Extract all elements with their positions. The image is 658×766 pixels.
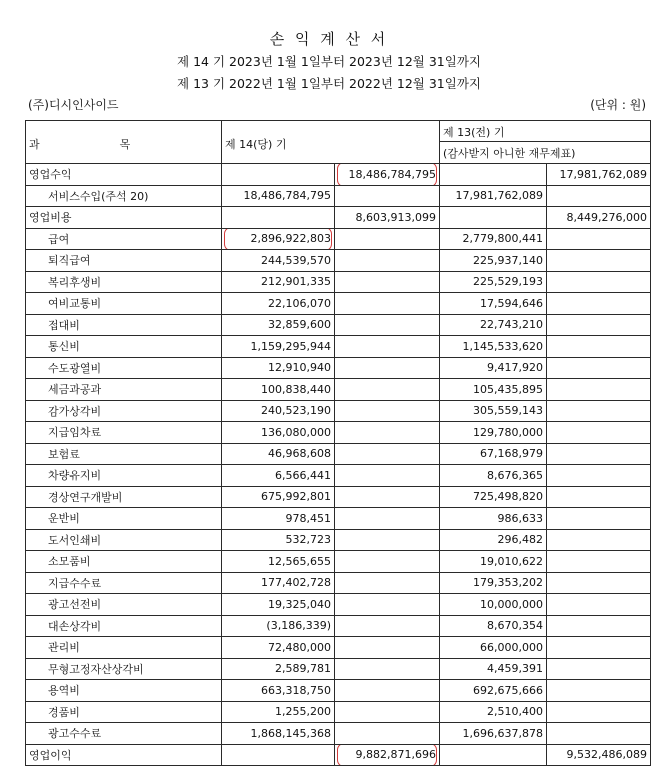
cell-c1: 46,968,608 (222, 443, 335, 465)
table-row (26, 615, 651, 637)
cell-c2 (335, 400, 440, 422)
row-label: 소모품비 (26, 551, 222, 573)
cell-c2 (335, 701, 440, 723)
row-label: 용역비 (26, 680, 222, 702)
cell-p2 (547, 400, 651, 422)
cell-p2 (547, 357, 651, 379)
cell-c2 (335, 314, 440, 336)
row-label: 관리비 (26, 637, 222, 659)
table-row (26, 658, 651, 680)
cell-p1: 67,168,979 (440, 443, 547, 465)
cell-p1: 1,145,533,620 (440, 336, 547, 358)
cell-p2 (547, 637, 651, 659)
cell-c2 (335, 486, 440, 508)
cell-c1: 18,486,784,795 (222, 185, 335, 207)
table-row (26, 680, 651, 702)
highlighted-cell-c2: 18,486,784,795 (335, 164, 440, 186)
highlighted-cell-c1: 2,896,922,803 (222, 228, 335, 250)
cell-p2: 17,981,762,089 (547, 164, 651, 186)
table-row (26, 465, 651, 487)
row-label: 보험료 (26, 443, 222, 465)
cell-c2 (335, 529, 440, 551)
row-label: 지급수수료 (26, 572, 222, 594)
table-row (26, 637, 651, 659)
cell-c2 (335, 594, 440, 616)
header-current-period: 제 14(당) 기 (222, 121, 440, 164)
cell-p1 (440, 744, 547, 766)
row-label: 경상연구개발비 (26, 486, 222, 508)
income-statement-table (25, 120, 651, 766)
cell-c1: 244,539,570 (222, 250, 335, 272)
cell-c1: 1,255,200 (222, 701, 335, 723)
header-prior-note: (감사받지 아니한 재무제표) (440, 142, 651, 164)
cell-p1: 66,000,000 (440, 637, 547, 659)
cell-p2 (547, 228, 651, 250)
cell-c1: 240,523,190 (222, 400, 335, 422)
cell-p1 (440, 164, 547, 186)
row-label: 세금과공과 (26, 379, 222, 401)
row-label: 영업수익 (26, 164, 222, 186)
cell-p2 (547, 379, 651, 401)
cell-p2 (547, 572, 651, 594)
row-label: 통신비 (26, 336, 222, 358)
row-label: 도서인쇄비 (26, 529, 222, 551)
cell-p1: 296,482 (440, 529, 547, 551)
company-name: (주)디시인사이드 (28, 98, 119, 112)
table-row (26, 164, 651, 186)
cell-p1: 986,633 (440, 508, 547, 530)
table-row (26, 422, 651, 444)
cell-c1: 1,868,145,368 (222, 723, 335, 745)
cell-c1: 675,992,801 (222, 486, 335, 508)
table-row (26, 594, 651, 616)
cell-p1 (440, 207, 547, 229)
cell-p2: 8,449,276,000 (547, 207, 651, 229)
cell-c2 (335, 185, 440, 207)
cell-c2 (335, 551, 440, 573)
row-label: 무형고정자산상각비 (26, 658, 222, 680)
table-row (26, 701, 651, 723)
table-row (26, 551, 651, 573)
cell-c1: 177,402,728 (222, 572, 335, 594)
cell-p1: 22,743,210 (440, 314, 547, 336)
cell-c1 (222, 744, 335, 766)
cell-p2: 9,532,486,089 (547, 744, 651, 766)
cell-c2 (335, 228, 440, 250)
cell-p2 (547, 422, 651, 444)
cell-p2 (547, 271, 651, 293)
cell-p1: 225,937,140 (440, 250, 547, 272)
cell-c2 (335, 443, 440, 465)
cell-p1: 4,459,391 (440, 658, 547, 680)
header-account: 과 목 (26, 121, 222, 164)
cell-c1: 72,480,000 (222, 637, 335, 659)
statement-title: 손 익 계 산 서 (269, 30, 389, 48)
cell-p2 (547, 314, 651, 336)
table-row (26, 228, 651, 250)
cell-p1: 725,498,820 (440, 486, 547, 508)
table-row (26, 443, 651, 465)
table-row (26, 271, 651, 293)
cell-p2 (547, 465, 651, 487)
cell-p1: 19,010,622 (440, 551, 547, 573)
cell-c2 (335, 615, 440, 637)
row-label: 차량유지비 (26, 465, 222, 487)
cell-p2 (547, 529, 651, 551)
cell-p1: 10,000,000 (440, 594, 547, 616)
cell-c1: 19,325,040 (222, 594, 335, 616)
cell-p2 (547, 486, 651, 508)
table-row (26, 314, 651, 336)
cell-p1: 305,559,143 (440, 400, 547, 422)
row-label: 영업비용 (26, 207, 222, 229)
row-label: 대손상각비 (26, 615, 222, 637)
cell-p2 (547, 293, 651, 315)
cell-p1: 17,594,646 (440, 293, 547, 315)
table-row (26, 357, 651, 379)
cell-p2 (547, 701, 651, 723)
table-row (26, 207, 651, 229)
cell-p1: 8,676,365 (440, 465, 547, 487)
cell-c1: 2,589,781 (222, 658, 335, 680)
row-label: 복리후생비 (26, 271, 222, 293)
cell-c1: 136,080,000 (222, 422, 335, 444)
cell-p1: 225,529,193 (440, 271, 547, 293)
cell-c1: 12,910,940 (222, 357, 335, 379)
cell-p1: 9,417,920 (440, 357, 547, 379)
cell-p1: 8,670,354 (440, 615, 547, 637)
cell-p1: 2,510,400 (440, 701, 547, 723)
cell-p2 (547, 508, 651, 530)
table-row (26, 293, 651, 315)
row-label: 수도광열비 (26, 357, 222, 379)
cell-c2 (335, 293, 440, 315)
cell-c2 (335, 572, 440, 594)
cell-p2 (547, 594, 651, 616)
cell-p2 (547, 680, 651, 702)
cell-c1: 532,723 (222, 529, 335, 551)
row-label: 감가상각비 (26, 400, 222, 422)
cell-c1: 22,106,070 (222, 293, 335, 315)
cell-p1: 105,435,895 (440, 379, 547, 401)
table-row (26, 744, 651, 766)
table-row (26, 723, 651, 745)
period-current: 제 14 기 2023년 1월 1일부터 2023년 12월 31일까지 (177, 54, 481, 69)
cell-p2 (547, 336, 651, 358)
row-label: 광고선전비 (26, 594, 222, 616)
table-row (26, 572, 651, 594)
cell-c2 (335, 680, 440, 702)
cell-c1: 212,901,335 (222, 271, 335, 293)
row-label: 여비교통비 (26, 293, 222, 315)
cell-c2 (335, 379, 440, 401)
row-label: 퇴직급여 (26, 250, 222, 272)
cell-c1: 32,859,600 (222, 314, 335, 336)
cell-p2 (547, 185, 651, 207)
table-row (26, 336, 651, 358)
cell-c1: 6,566,441 (222, 465, 335, 487)
cell-p1: 17,981,762,089 (440, 185, 547, 207)
highlighted-cell-c2: 9,882,871,696 (335, 744, 440, 766)
cell-c1: 1,159,295,944 (222, 336, 335, 358)
cell-c2 (335, 658, 440, 680)
cell-c2 (335, 508, 440, 530)
table-row (26, 508, 651, 530)
cell-p2 (547, 658, 651, 680)
cell-c1: (3,186,339) (222, 615, 335, 637)
cell-c2 (335, 271, 440, 293)
table-row (26, 379, 651, 401)
cell-c1 (222, 164, 335, 186)
row-label: 급여 (26, 228, 222, 250)
row-label: 광고수수료 (26, 723, 222, 745)
cell-c2 (335, 723, 440, 745)
cell-p2 (547, 551, 651, 573)
period-prior: 제 13 기 2022년 1월 1일부터 2022년 12월 31일까지 (177, 76, 481, 91)
table-row (26, 486, 651, 508)
cell-p2 (547, 250, 651, 272)
cell-c1: 663,318,750 (222, 680, 335, 702)
row-label: 경품비 (26, 701, 222, 723)
cell-c2 (335, 422, 440, 444)
cell-p2 (547, 443, 651, 465)
cell-p2 (547, 615, 651, 637)
row-label: 서비스수입(주석 20) (26, 185, 222, 207)
cell-p1: 2,779,800,441 (440, 228, 547, 250)
header-prior-period: 제 13(전) 기 (440, 121, 651, 142)
cell-c2 (335, 250, 440, 272)
table-row (26, 250, 651, 272)
cell-p2 (547, 723, 651, 745)
cell-c2 (335, 637, 440, 659)
cell-c1: 100,838,440 (222, 379, 335, 401)
cell-c1: 978,451 (222, 508, 335, 530)
cell-p1: 692,675,666 (440, 680, 547, 702)
row-label: 지급임차료 (26, 422, 222, 444)
currency-unit: (단위 : 원) (590, 98, 646, 112)
table-row (26, 400, 651, 422)
cell-p1: 1,696,637,878 (440, 723, 547, 745)
cell-c2 (335, 465, 440, 487)
row-label: 접대비 (26, 314, 222, 336)
cell-c1: 12,565,655 (222, 551, 335, 573)
cell-p1: 179,353,202 (440, 572, 547, 594)
cell-c2 (335, 357, 440, 379)
row-label: 영업이익 (26, 744, 222, 766)
row-label: 운반비 (26, 508, 222, 530)
cell-c1 (222, 207, 335, 229)
cell-c2: 8,603,913,099 (335, 207, 440, 229)
cell-c2 (335, 336, 440, 358)
table-row (26, 529, 651, 551)
cell-p1: 129,780,000 (440, 422, 547, 444)
table-row (26, 185, 651, 207)
